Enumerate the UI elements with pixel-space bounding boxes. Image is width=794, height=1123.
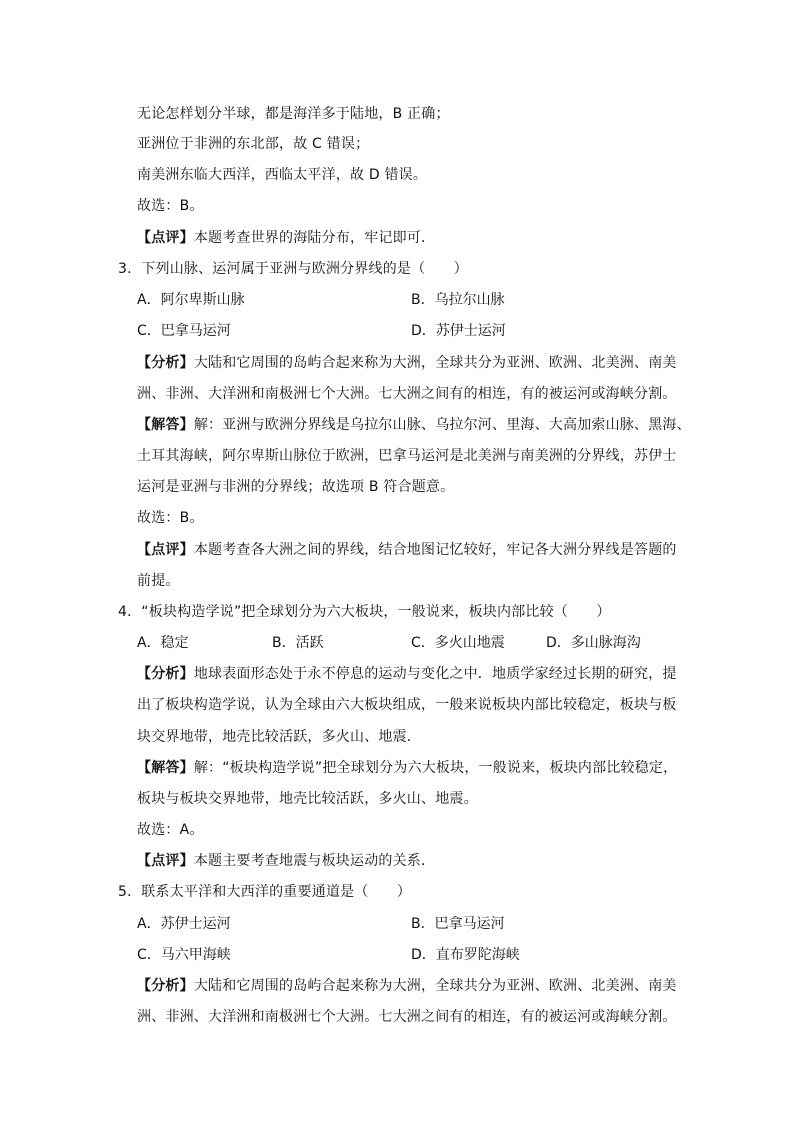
q3-option-c: C．巴拿马运河 <box>137 323 231 339</box>
analysis-tag: 【分析】 <box>137 666 194 682</box>
q4-option-b: B．活跃 <box>272 635 324 651</box>
q3-option-d: D．苏伊士运河 <box>411 323 506 339</box>
q4-answer-line-1 <box>137 758 677 778</box>
analysis-text: 地球表面形态处于永不停息的运动与变化之中．地质学家经过长期的研究，提 <box>193 666 677 682</box>
q4-stem: 4．“板块构造学说”把全球划分为六大板块，一般说来，板块内部比较（ ） <box>118 604 611 620</box>
q4-option-a: A．稳定 <box>137 635 189 651</box>
answer-tag: 【解答】 <box>137 760 194 776</box>
q4-analysis-line-1 <box>137 664 677 684</box>
analysis-tag: 【分析】 <box>137 355 194 371</box>
q4-analysis-line-3: 块交界地带，地壳比较活跃，多火山、地震． <box>137 729 421 745</box>
prev-answer-line-1: 无论怎样划分半球，都是海洋多于陆地，B 正确； <box>137 106 450 122</box>
q3-answer-line-3: 运河是亚洲与非洲的分界线；故选项 B 符合题意。 <box>137 479 455 495</box>
q5-option-d: D．直布罗陀海峡 <box>411 947 520 963</box>
comment-tag: 【点评】 <box>137 230 194 246</box>
q3-analysis-line-2: 洲、非洲、大洋洲和南极洲七个大洲。七大洲之间有的相连，有的被运河或海峡分割。 <box>137 386 677 402</box>
q4-option-c: C．多火山地震 <box>411 635 505 651</box>
q3-option-a: A．阿尔卑斯山脉 <box>137 292 245 308</box>
comment-text: 本题主要考查地震与板块运动的关系． <box>193 853 436 869</box>
q4-comment <box>137 851 435 871</box>
q5-analysis-line-2: 洲、非洲、大洋洲和南极洲七个大洲。七大洲之间有的相连，有的被运河或海峡分割。 <box>137 1009 677 1025</box>
q4-analysis-line-2: 出了板块构造学说，认为全球由六大板块组成，一般来说板块内部比较稳定，板块与板 <box>137 697 677 713</box>
q5-option-a: A．苏伊士运河 <box>137 916 231 932</box>
q3-answer-line-2: 土耳其海峡，阿尔卑斯山脉位于欧洲，巴拿马运河是北美洲与南美洲的分界线，苏伊士 <box>137 448 677 464</box>
prev-comment <box>137 228 435 248</box>
q4-answer-line-2: 板块与板块交界地带，地壳比较活跃，多火山、地震。 <box>137 791 478 807</box>
q3-answer-line-1 <box>137 415 691 435</box>
analysis-text: 大陆和它周围的岛屿合起来称为大洲，全球共分为亚洲、欧洲、北美洲、南美 <box>193 978 677 994</box>
q3-comment-line-2: 前提。 <box>137 573 180 589</box>
analysis-text: 大陆和它周围的岛屿合起来称为大洲，全球共分为亚洲、欧洲、北美洲、南美 <box>193 355 677 371</box>
q5-analysis-line-1 <box>137 976 677 996</box>
answer-tag: 【解答】 <box>137 417 194 433</box>
q3-choice: 故选：B。 <box>137 510 204 526</box>
q3-stem: 3．下列山脉、运河属于亚洲与欧洲分界线的是（ ） <box>118 261 468 277</box>
analysis-tag: 【分析】 <box>137 978 194 994</box>
prev-answer-line-2: 亚洲位于非洲的东北部，故 C 错误； <box>137 136 370 152</box>
prev-answer-line-3: 南美洲东临大西洋，西临太平洋，故 D 错误。 <box>137 167 428 183</box>
answer-text: 解：“板块构造学说”把全球划分为六大板块，一般说来，板块内部比较稳定， <box>193 760 678 776</box>
q3-analysis-line-1 <box>137 353 677 373</box>
q5-option-c: C．马六甲海峡 <box>137 947 231 963</box>
comment-tag: 【点评】 <box>137 542 194 558</box>
prev-choice: 故选：B。 <box>137 198 204 214</box>
answer-text: 解：亚洲与欧洲分界线是乌拉尔山脉、乌拉尔河、里海、大高加索山脉、黑海、 <box>193 417 691 433</box>
comment-text: 本题考查各大洲之间的界线，结合地图记忆较好，牢记各大洲分界线是答题的 <box>193 542 677 558</box>
comment-tag: 【点评】 <box>137 853 194 869</box>
q4-option-d: D．多山脉海沟 <box>546 635 641 651</box>
q3-comment-line-1 <box>137 540 677 560</box>
q4-choice: 故选：A。 <box>137 822 204 838</box>
q3-option-b: B．乌拉尔山脉 <box>411 292 505 308</box>
q5-stem: 5．联系太平洋和大西洋的重要通道是（ ） <box>118 884 412 900</box>
q5-option-b: B．巴拿马运河 <box>411 916 505 932</box>
comment-text: 本题考查世界的海陆分布，牢记即可． <box>193 230 436 246</box>
